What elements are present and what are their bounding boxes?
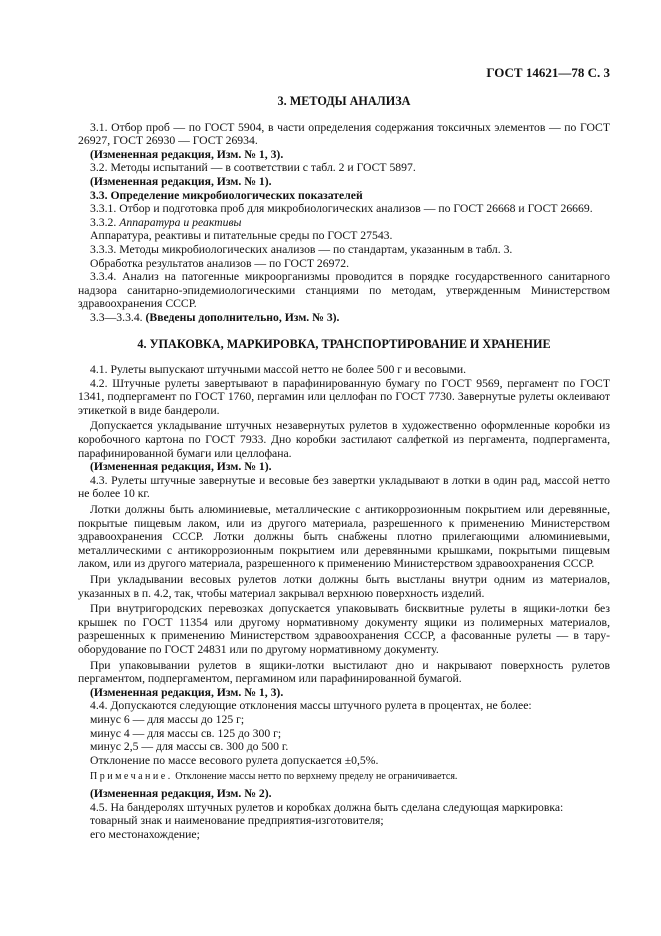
list-item: товарный знак и наименование предприятия-изготовителя; [90,814,384,828]
amendment-note: (Измененная редакция, Изм. № 1). [90,174,272,188]
amendment-note: (Введены дополнительно, Изм. № 3). [145,310,340,324]
paragraph: 4.2. Штучные рулеты завертывают в парафинированную бумагу по ГОСТ 9569, пергамент по ГОСТ 1341, подпергамент по ГОСТ 1760, пергамин или целлофан по ГОСТ 7730. Завернутые рулеты оклеивают этикеткой в виде бандероли. [78,376,610,417]
paragraph: При внутригородских перевозках допускается упаковывать бисквитные рулеты в ящики-лотки без крышек по ГОСТ 11354 или другому нормативному документу ящики из полимерных материалов, разрешенных к применению Министерством здравоохранения СССР, а фасованные рулеты — в тару-оборудование по ГОСТ 24831 или по другому нормативному документу. [78,602,610,656]
clause-title: Аппаратура и реактивы [119,215,242,229]
note-label: Примечание. [90,771,173,783]
paragraph: 4.5. На бандеролях штучных рулетов и коробках должна быть сделана следующая маркировка: [90,800,564,814]
list-item: минус 6 — для массы до 125 г; [90,712,245,726]
subsection-heading: 3.3. Определение микробиологических показателей [90,188,363,202]
paragraph: При упаковывании рулетов в ящики-лотки выстилают дно и накрывают поверхность рулетов пергаментом, подпергаментом, пергамином или парафинированной бумагой. [78,658,610,686]
paragraph: 3.3.4. Анализ на патогенные микроорганизмы проводится в порядке государственного санитарного надзора санитарно-эпидемиологическими станциями по методам, утвержденным Министерством здравоохранения СССР. [78,270,610,311]
paragraph: Отклонение по массе весового рулета допускается ±0,5%. [90,753,379,767]
paragraph: 3.3.3. Методы микробиологических анализов — по стандартам, указанным в табл. 3. [90,242,513,256]
paragraph: 4.4. Допускаются следующие отклонения массы штучного рулета в процентах, не более: [90,699,532,713]
list-item: минус 2,5 — для массы св. 300 до 500 г. [90,740,289,754]
section-3-title: 3. МЕТОДЫ АНАЛИЗА [277,94,411,108]
paragraph: 3.2. Методы испытаний — в соответствии с табл. 2 и ГОСТ 5897. [90,161,416,175]
paragraph: Допускается укладывание штучных незавернутых рулетов в художественно оформленные коробки из коробочного картона по ГОСТ 7933. Дно коробки застилают салфеткой из пергамента, подпергамента, парафинированной бумаги или целлофана. [78,419,610,460]
paragraph: 3.1. Отбор проб — по ГОСТ 5904, в части определения содержания токсичных элементов — по ГОСТ 26927, ГОСТ 26930 — ГОСТ 26934. [78,120,610,148]
paragraph: Обработка результатов анализов — по ГОСТ 26972. [90,256,350,270]
paragraph: Аппаратура, реактивы и питательные среды по ГОСТ 27543. [90,229,393,243]
list-item: минус 4 — для массы св. 125 до 300 г; [90,726,282,740]
note-text: Отклонение массы нетто по верхнему пределу не ограничивается. [172,771,458,783]
amendment-note: (Измененная редакция, Изм. № 1, 3). [90,147,284,161]
page-header: ГОСТ 14621—78 С. 3 [486,65,610,80]
paragraph [78,311,610,325]
amendment-note: (Измененная редакция, Изм. № 1, 3). [90,685,284,699]
clause-number: 3.3—3.3.4. [90,310,146,324]
section-4-title: 4. УПАКОВКА, МАРКИРОВКА, ТРАНСПОРТИРОВАНИЕ И ХРАНЕНИЕ [137,336,551,351]
paragraph: 4.1. Рулеты выпускают штучными массой нетто не более 500 г и весовыми. [90,363,467,377]
paragraph: 3.3.1. Отбор и подготовка проб для микробиологических анализов — по ГОСТ 26668 и ГОСТ 26669. [90,202,593,216]
note [78,770,610,784]
paragraph: Лотки должны быть алюминиевые, металлические с антикоррозионным покрытием или деревянные, покрытые пищевым лаком, или из другого материала, разрешенного к применению Министерством здравоохранения СССР. Лотки должны быть снабжены плотно прилегающими алюминиевыми, металлическими с антикоррозионным покрытием или деревянными крышками, покрытыми пищевым лаком, или из другого материала, разрешенного к применению Министерством здравоохранения СССР. [78,503,610,571]
amendment-note: (Измененная редакция, Изм. № 2). [90,786,272,800]
paragraph [78,216,610,230]
paragraph: 4.3. Рулеты штучные завернутые и весовые без завертки укладывают в лотки в один рад, массой нетто не более 10 кг. [78,473,610,501]
document-body [78,95,610,841]
list-item: его местонахождение; [90,827,200,841]
amendment-note: (Измененная редакция, Изм. № 1). [90,460,272,474]
clause-number: 3.3.2. [90,215,120,229]
paragraph: При укладывании весовых рулетов лотки должны быть выстланы внутри одним из материалов, указанных в п. 4.2, так, чтобы материал закрывал верхнюю поверхность изделий. [78,573,610,600]
